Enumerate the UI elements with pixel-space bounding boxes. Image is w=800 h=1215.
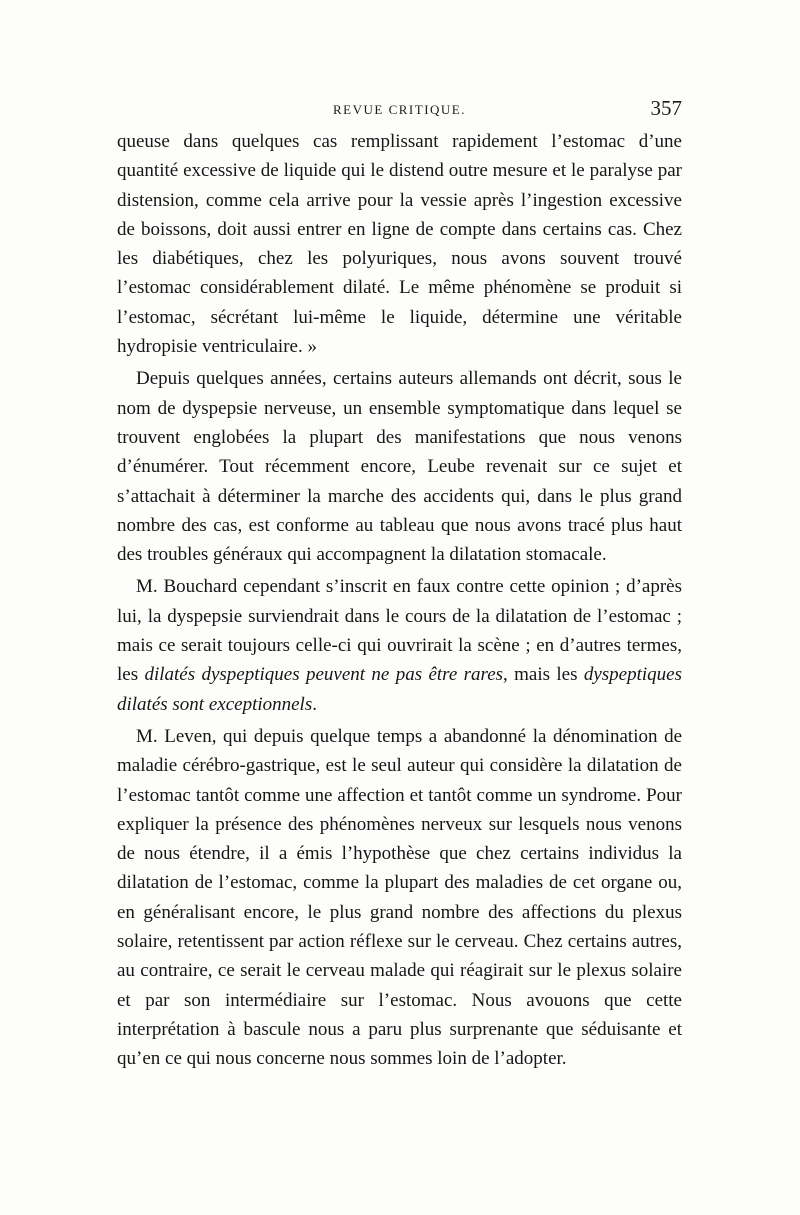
paragraph-2 [117, 364, 682, 569]
text-segment: M. Leven, qui depuis quelque temps a abandonné la dénomination de maladie cérébro-gastrique, est le seul auteur qui considère la dilatation de l’estomac tantôt comme une affection et tantôt comme un syndrome. Pour expliquer la présence des phénomènes nerveux sur lesquels nous venons de nous étendre, il a émis l’hypothèse que chez certains individus la dilatation de l’estomac, comme la plupart des maladies de cet organe ou, en généralisant encore, le plus grand nombre des affections du plexus solaire, retentissent par action réflexe sur le cerveau. Chez certains autres, au contraire, ce serait le cerveau malade qui réagirait sur le plexus solaire et par son intermédiaire sur l’estomac. Nous avouons que cette interprétation à bascule nous a paru plus surprenante que séduisante et qu’en ce qui nous concerne nous sommes loin de l’adopter. [117, 725, 682, 1070]
paragraph-3 [117, 572, 682, 718]
page-header [117, 96, 682, 122]
running-head: REVUE CRITIQUE. [333, 102, 466, 117]
text-segment: Depuis quelques années, certains auteurs allemands ont décrit, sous le nom de dyspepsie nerveuse, un ensemble symptomatique dans lequel se trouvent englobées la plupart des manifestations que nous venons d’énumérer. Tout récemment encore, Leube revenait sur ce sujet et s’attachait à déterminer la marche des accidents qui, dans le plus grand nombre des cas, est conforme au tableau que nous avons tracé plus haut des troubles généraux qui accompagnent la dilatation stomacale. [117, 368, 682, 566]
body-text [117, 127, 682, 1074]
text-segment: M. Bouchard cependant s’inscrit en faux contre cette opinion ; d’après lui, la dyspepsie surviendrait dans le cours de la dilatation de l’estomac ; mais ce serait toujours celle-ci qui ouvrirait la scène ; en d’autres termes, les [117, 576, 682, 686]
text-segment: , mais les [503, 664, 584, 686]
italic-segment: dyspeptiques dilatés sont exceptionnels [117, 664, 682, 715]
paragraph-4 [117, 722, 682, 1074]
italic-segment: dilatés dyspeptiques peuvent ne pas être rares [144, 664, 504, 686]
paragraph-1 [117, 127, 682, 361]
text-segment: . [312, 693, 317, 715]
text-segment: queuse dans quelques cas remplissant rapidement l’estomac d’une quantité excessive de liquide qui le distend outre mesure et le paralyse par distension, comme cela arrive pour la vessie après l’ingestion excessive de boissons, doit aussi entrer en ligne de compte dans certains cas. Chez les diabétiques, chez les polyuriques, nous avons souvent trouvé l’estomac considérablement dilaté. Le même phénomène se produit si l’estomac, sécrétant lui-même le liquide, détermine une véritable hydropisie ventriculaire. » [117, 131, 682, 358]
page-number: 357 [650, 96, 682, 120]
